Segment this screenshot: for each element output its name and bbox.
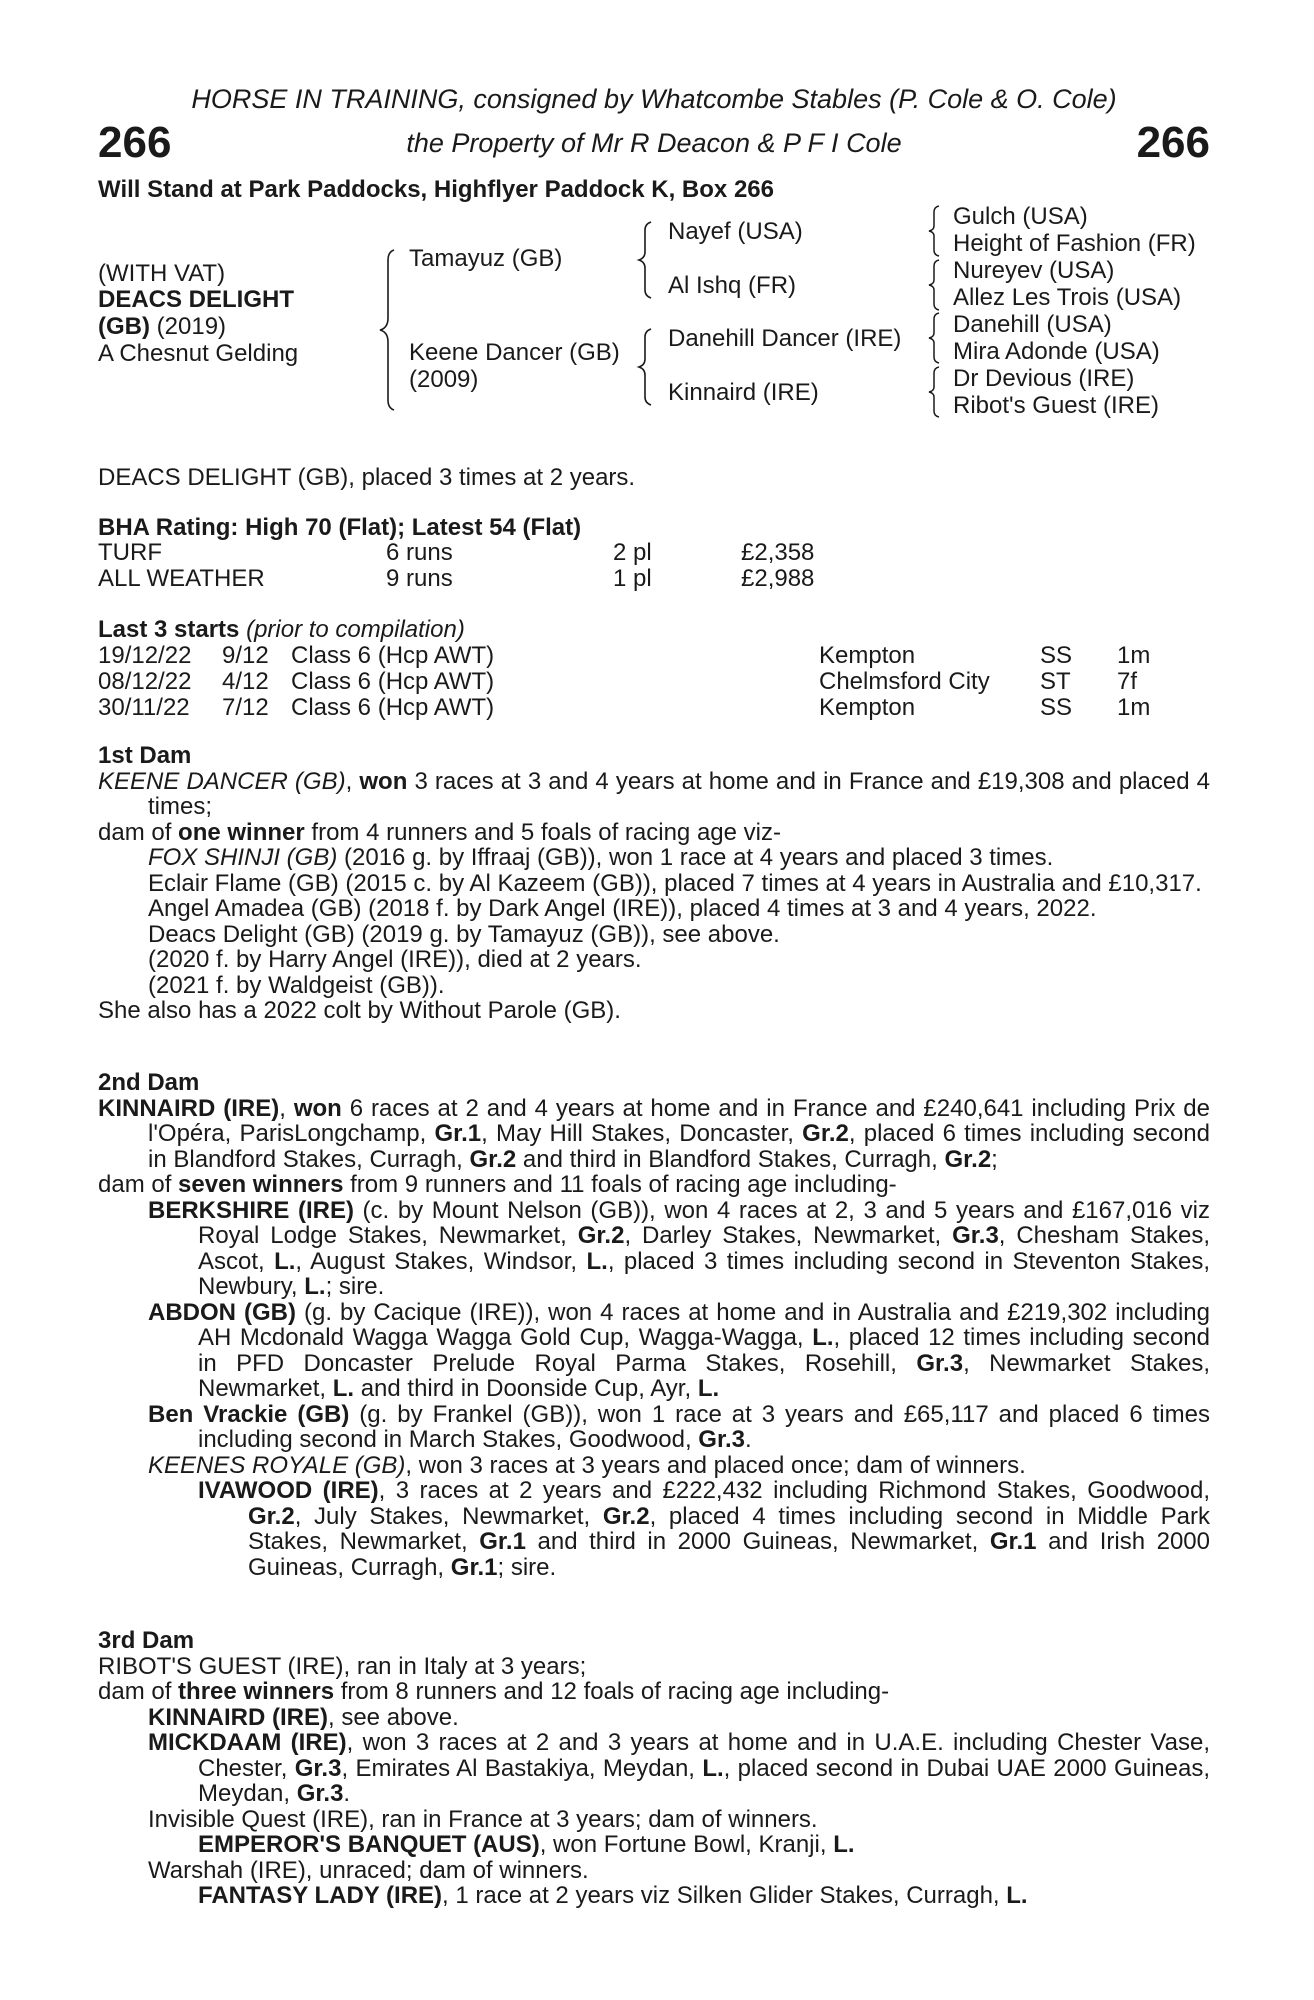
pedigree-brace-g2 xyxy=(926,258,942,312)
last-starts-heading: Last 3 starts (prior to compilation) xyxy=(98,616,465,643)
section-heading: 1st Dam xyxy=(98,742,192,769)
grandsire-1: Gulch (USA) xyxy=(953,203,1088,230)
grandproduce-entry: IVAWOOD (IRE), 3 races at 2 years and £222,432 including Richmond Stakes, Goodwood, Gr.2, July Stakes, Newmarket, Gr.2, placed 4 times including second in Middle Park Stakes, Newmarket, Gr.1 and third in 2000 Guineas, Newmarket, Gr.1 and Irish 2000 Guineas, Curragh, Gr.1; sire. xyxy=(198,1477,1211,1581)
granddam-3: Mira Adonde (USA) xyxy=(953,338,1160,365)
grandsire-4: Dr Devious (IRE) xyxy=(953,365,1135,392)
pedigree-brace-sire xyxy=(635,220,655,300)
dam-record: KEENE DANCER (GB), won 3 races at 3 and 4 years at home and in France and £19,308 and placed 4 times; xyxy=(98,767,1210,820)
granddam-2: Allez Les Trois (USA) xyxy=(953,284,1182,311)
lot-number-right: 266 xyxy=(1136,118,1210,167)
produce-entry: Invisible Quest (IRE), ran in France at 3 years; dam of winners. xyxy=(148,1805,818,1833)
sire-sire: Nayef (USA) xyxy=(668,218,803,245)
produce-entry: (2020 f. by Harry Angel (IRE)), died at 2 years. xyxy=(148,946,642,973)
dam-dam: Kinnaird (IRE) xyxy=(668,379,819,406)
produce-entry: ABDON (GB) (g. by Cacique (IRE)), won 4 races at home and in Australia and £219,302 including AH Mcdonald Wagga Wagga Gold Cup, Wagga-Wagga, L., placed 12 times including second in PFD Doncaster Prelude Royal Parma Stakes, Rosehill, Gr.3, Newmarket Stakes, Newmarket, L. and third in Doonside Cup, Ayr, L. xyxy=(148,1298,1211,1402)
grandproduce-entry: EMPEROR'S BANQUET (AUS), won Fortune Bowl, Kranji, L. xyxy=(198,1831,855,1858)
stand-location: Will Stand at Park Paddocks, Highflyer Paddock K, Box 266 xyxy=(98,176,774,203)
produce-summary: dam of one winner from 4 runners and 5 foals of racing age viz- xyxy=(98,818,781,846)
granddam-1: Height of Fashion (FR) xyxy=(953,230,1196,257)
granddam-4: Ribot's Guest (IRE) xyxy=(953,392,1159,419)
produce-entry: Warshah (IRE), unraced; dam of winners. xyxy=(148,1856,589,1884)
grandsire-2: Nureyev (USA) xyxy=(953,257,1115,284)
produce-entry: Eclair Flame (GB) (2015 c. by Al Kazeem (GB)), placed 7 times at 4 years in Australia and £10,317. xyxy=(148,869,1202,897)
produce-entry: FOX SHINJI (GB) (2016 g. by Iffraaj (GB)), won 1 race at 4 years and placed 3 times. xyxy=(148,844,1054,871)
produce-entry: KINNAIRD (IRE), see above. xyxy=(148,1703,459,1731)
property-line: the Property of Mr R Deacon & P F I Cole xyxy=(406,128,902,158)
horse-description: A Chesnut Gelding xyxy=(98,340,299,367)
horse-name: DEACS DELIGHT xyxy=(98,286,295,313)
second-dam-section xyxy=(98,1070,1210,1580)
pedigree-brace-g1 xyxy=(926,204,942,258)
pedigree-brace-main xyxy=(376,248,400,412)
pedigree-brace-g3 xyxy=(926,311,942,365)
first-dam-section xyxy=(98,743,1210,1024)
grandproduce-entry: FANTASY LADY (IRE), 1 race at 2 years viz Silken Glider Stakes, Curragh, L. xyxy=(198,1882,1028,1909)
produce-note: She also has a 2022 colt by Without Parole (GB). xyxy=(98,997,621,1024)
grandsire-3: Danehill (USA) xyxy=(953,311,1112,338)
pedigree-brace-dam xyxy=(635,327,655,407)
race-summary: DEACS DELIGHT (GB), placed 3 times at 2 years. xyxy=(98,464,636,491)
produce-entry: Deacs Delight (GB) (2019 g. by Tamayuz (GB)), see above. xyxy=(148,920,780,948)
produce-summary: dam of seven winners from 9 runners and 11 foals of racing age including- xyxy=(98,1171,897,1198)
consignor-line: HORSE IN TRAINING, consigned by Whatcombe Stables (P. Cole & O. Cole) xyxy=(191,84,1117,114)
produce-entry: (2021 f. by Waldgeist (GB)). xyxy=(148,971,445,999)
section-heading: 3rd Dam xyxy=(98,1627,195,1654)
sire: Tamayuz (GB) xyxy=(409,245,563,272)
produce-entry: MICKDAAM (IRE), won 3 races at 2 and 3 years at home and in U.A.E. including Chester Vase, Chester, Gr.3, Emirates Al Bastakiya, Meydan, L., placed second in Dubai UAE 2000 Guineas, Meydan, Gr.3. xyxy=(148,1729,1211,1807)
lot-number-left: 266 xyxy=(98,118,172,167)
produce-entry: Ben Vrackie (GB) (g. by Frankel (GB)), won 1 race at 3 years and £65,117 and placed 6 times including second in March Stakes, Goodwood, Gr.3. xyxy=(148,1400,1210,1453)
produce-entry: Angel Amadea (GB) (2018 f. by Dark Angel (IRE)), placed 4 times at 3 and 4 years, 2022. xyxy=(148,895,1097,922)
sire-dam: Al Ishq (FR) xyxy=(668,272,797,299)
produce-summary: dam of three winners from 8 runners and 12 foals of racing age including- xyxy=(98,1678,890,1705)
bha-rating: BHA Rating: High 70 (Flat); Latest 54 (Flat) xyxy=(98,514,582,541)
produce-entry: KEENES ROYALE (GB), won 3 races at 3 years and placed once; dam of winners. xyxy=(148,1451,1026,1479)
horse-country-year: (GB) (2019) xyxy=(98,313,227,340)
pedigree-brace-g4 xyxy=(926,365,942,419)
dam-year: (2009) xyxy=(409,366,479,393)
dam: Keene Dancer (GB) xyxy=(409,339,620,366)
dam-record: RIBOT'S GUEST (IRE), ran in Italy at 3 years; xyxy=(98,1652,587,1680)
dam-sire: Danehill Dancer (IRE) xyxy=(668,325,902,352)
dam-record: KINNAIRD (IRE), won 6 races at 2 and 4 years at home and in France and £240,641 including Prix de l'Opéra, ParisLongchamp, Gr.1, May Hill Stakes, Doncaster, Gr.2, placed 6 times including second in Blandford Stakes, Curragh, Gr.2 and third in Blandford Stakes, Curragh, Gr.2; xyxy=(98,1094,1210,1173)
third-dam-section xyxy=(98,1628,1210,1909)
section-heading: 2nd Dam xyxy=(98,1069,200,1096)
produce-entry: BERKSHIRE (IRE) (c. by Mount Nelson (GB)), won 4 races at 2, 3 and 5 years and £167,016 viz Royal Lodge Stakes, Newmarket, Gr.2, Darley Stakes, Newmarket, Gr.3, Chesham Stakes, Ascot, L., August Stakes, Windsor, L., placed 3 times including second in Steventon Stakes, Newbury, L.; sire. xyxy=(148,1196,1210,1300)
vat-note: (WITH VAT) xyxy=(98,260,226,287)
